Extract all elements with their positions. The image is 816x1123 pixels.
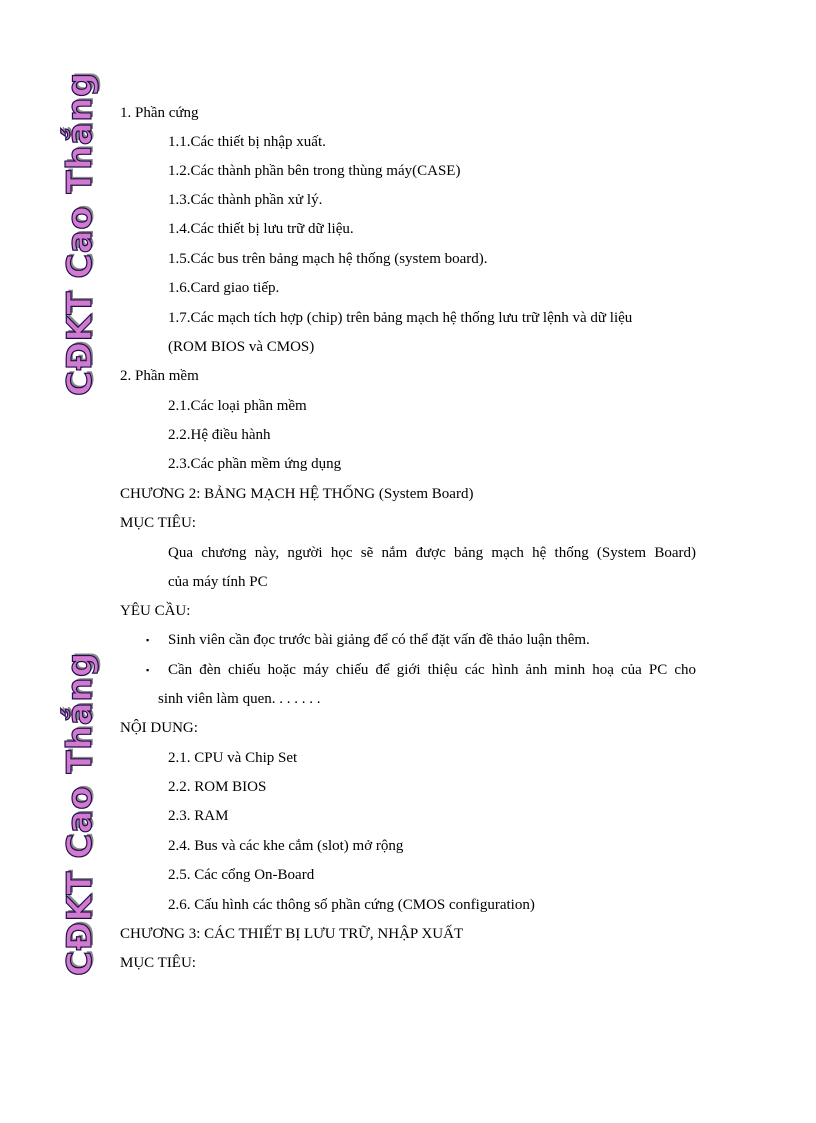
list-item: 2.2. ROM BIOS: [168, 779, 267, 795]
list-item-continuation: (ROM BIOS và CMOS): [168, 339, 315, 355]
watermark-text-top: CĐKT Cao Thắng: [60, 72, 100, 396]
list-item: 2.1. CPU và Chip Set: [168, 750, 298, 766]
list-item: 2.4. Bus và các khe cắm (slot) mở rộng: [168, 838, 404, 854]
contents-heading: NỘI DUNG:: [120, 720, 198, 736]
list-item: 1.4.Các thiết bị lưu trữ dữ liệu.: [168, 221, 354, 237]
requirements-heading: YÊU CẦU:: [120, 603, 191, 619]
objectives-heading: MỤC TIÊU:: [120, 955, 196, 971]
list-item: 2.3. RAM: [168, 808, 229, 824]
list-item: 1.3.Các thành phần xử lý.: [168, 192, 323, 208]
list-item: 1.1.Các thiết bị nhập xuất.: [168, 134, 326, 150]
bullet-icon: ▪: [146, 635, 150, 645]
watermark-text-bottom: CĐKT Cao Thắng: [60, 652, 100, 976]
chapter-2-heading: CHƯƠNG 2: BẢNG MẠCH HỆ THỐNG (System Board): [120, 486, 474, 502]
list-item: 2.3.Các phần mềm ứng dụng: [168, 456, 342, 472]
list-item: 2.6. Cấu hình các thông số phần cứng (CMOS configuration): [168, 897, 535, 913]
list-item: 2.5. Các cổng On-Board: [168, 867, 315, 883]
objectives-paragraph-continuation: của máy tính PC: [168, 574, 268, 590]
list-item: 1.7.Các mạch tích hợp (chip) trên bảng mạch hệ thống lưu trữ lệnh và dữ liệu: [168, 310, 633, 326]
bullet-icon: ▪: [146, 665, 150, 675]
list-item: 1.5.Các bus trên bảng mạch hệ thống (system board).: [168, 251, 488, 267]
objectives-heading: MỤC TIÊU:: [120, 515, 196, 531]
section-heading-software: 2. Phần mềm: [120, 368, 199, 384]
requirement-item: Cần đèn chiếu hoặc máy chiếu để giới thiệu các hình ảnh minh hoạ của PC cho: [168, 662, 696, 678]
requirement-item: Sinh viên cần đọc trước bài giảng để có thể đặt vấn đề thảo luận thêm.: [168, 632, 590, 648]
chapter-3-heading: CHƯƠNG 3: CÁC THIẾT BỊ LƯU TRỮ, NHẬP XUẤT: [120, 926, 464, 942]
list-item: 1.6.Card giao tiếp.: [168, 280, 280, 296]
list-item: 1.2.Các thành phần bên trong thùng máy(CASE): [168, 163, 461, 179]
section-heading-hardware: 1. Phần cứng: [120, 105, 199, 121]
list-item: 2.2.Hệ điều hành: [168, 427, 271, 443]
requirement-item-continuation: sinh viên làm quen. . . . . . .: [158, 691, 321, 707]
list-item: 2.1.Các loại phần mềm: [168, 398, 307, 414]
objectives-paragraph: Qua chương này, người học sẽ nắm được bảng mạch hệ thống (System Board): [168, 545, 696, 561]
